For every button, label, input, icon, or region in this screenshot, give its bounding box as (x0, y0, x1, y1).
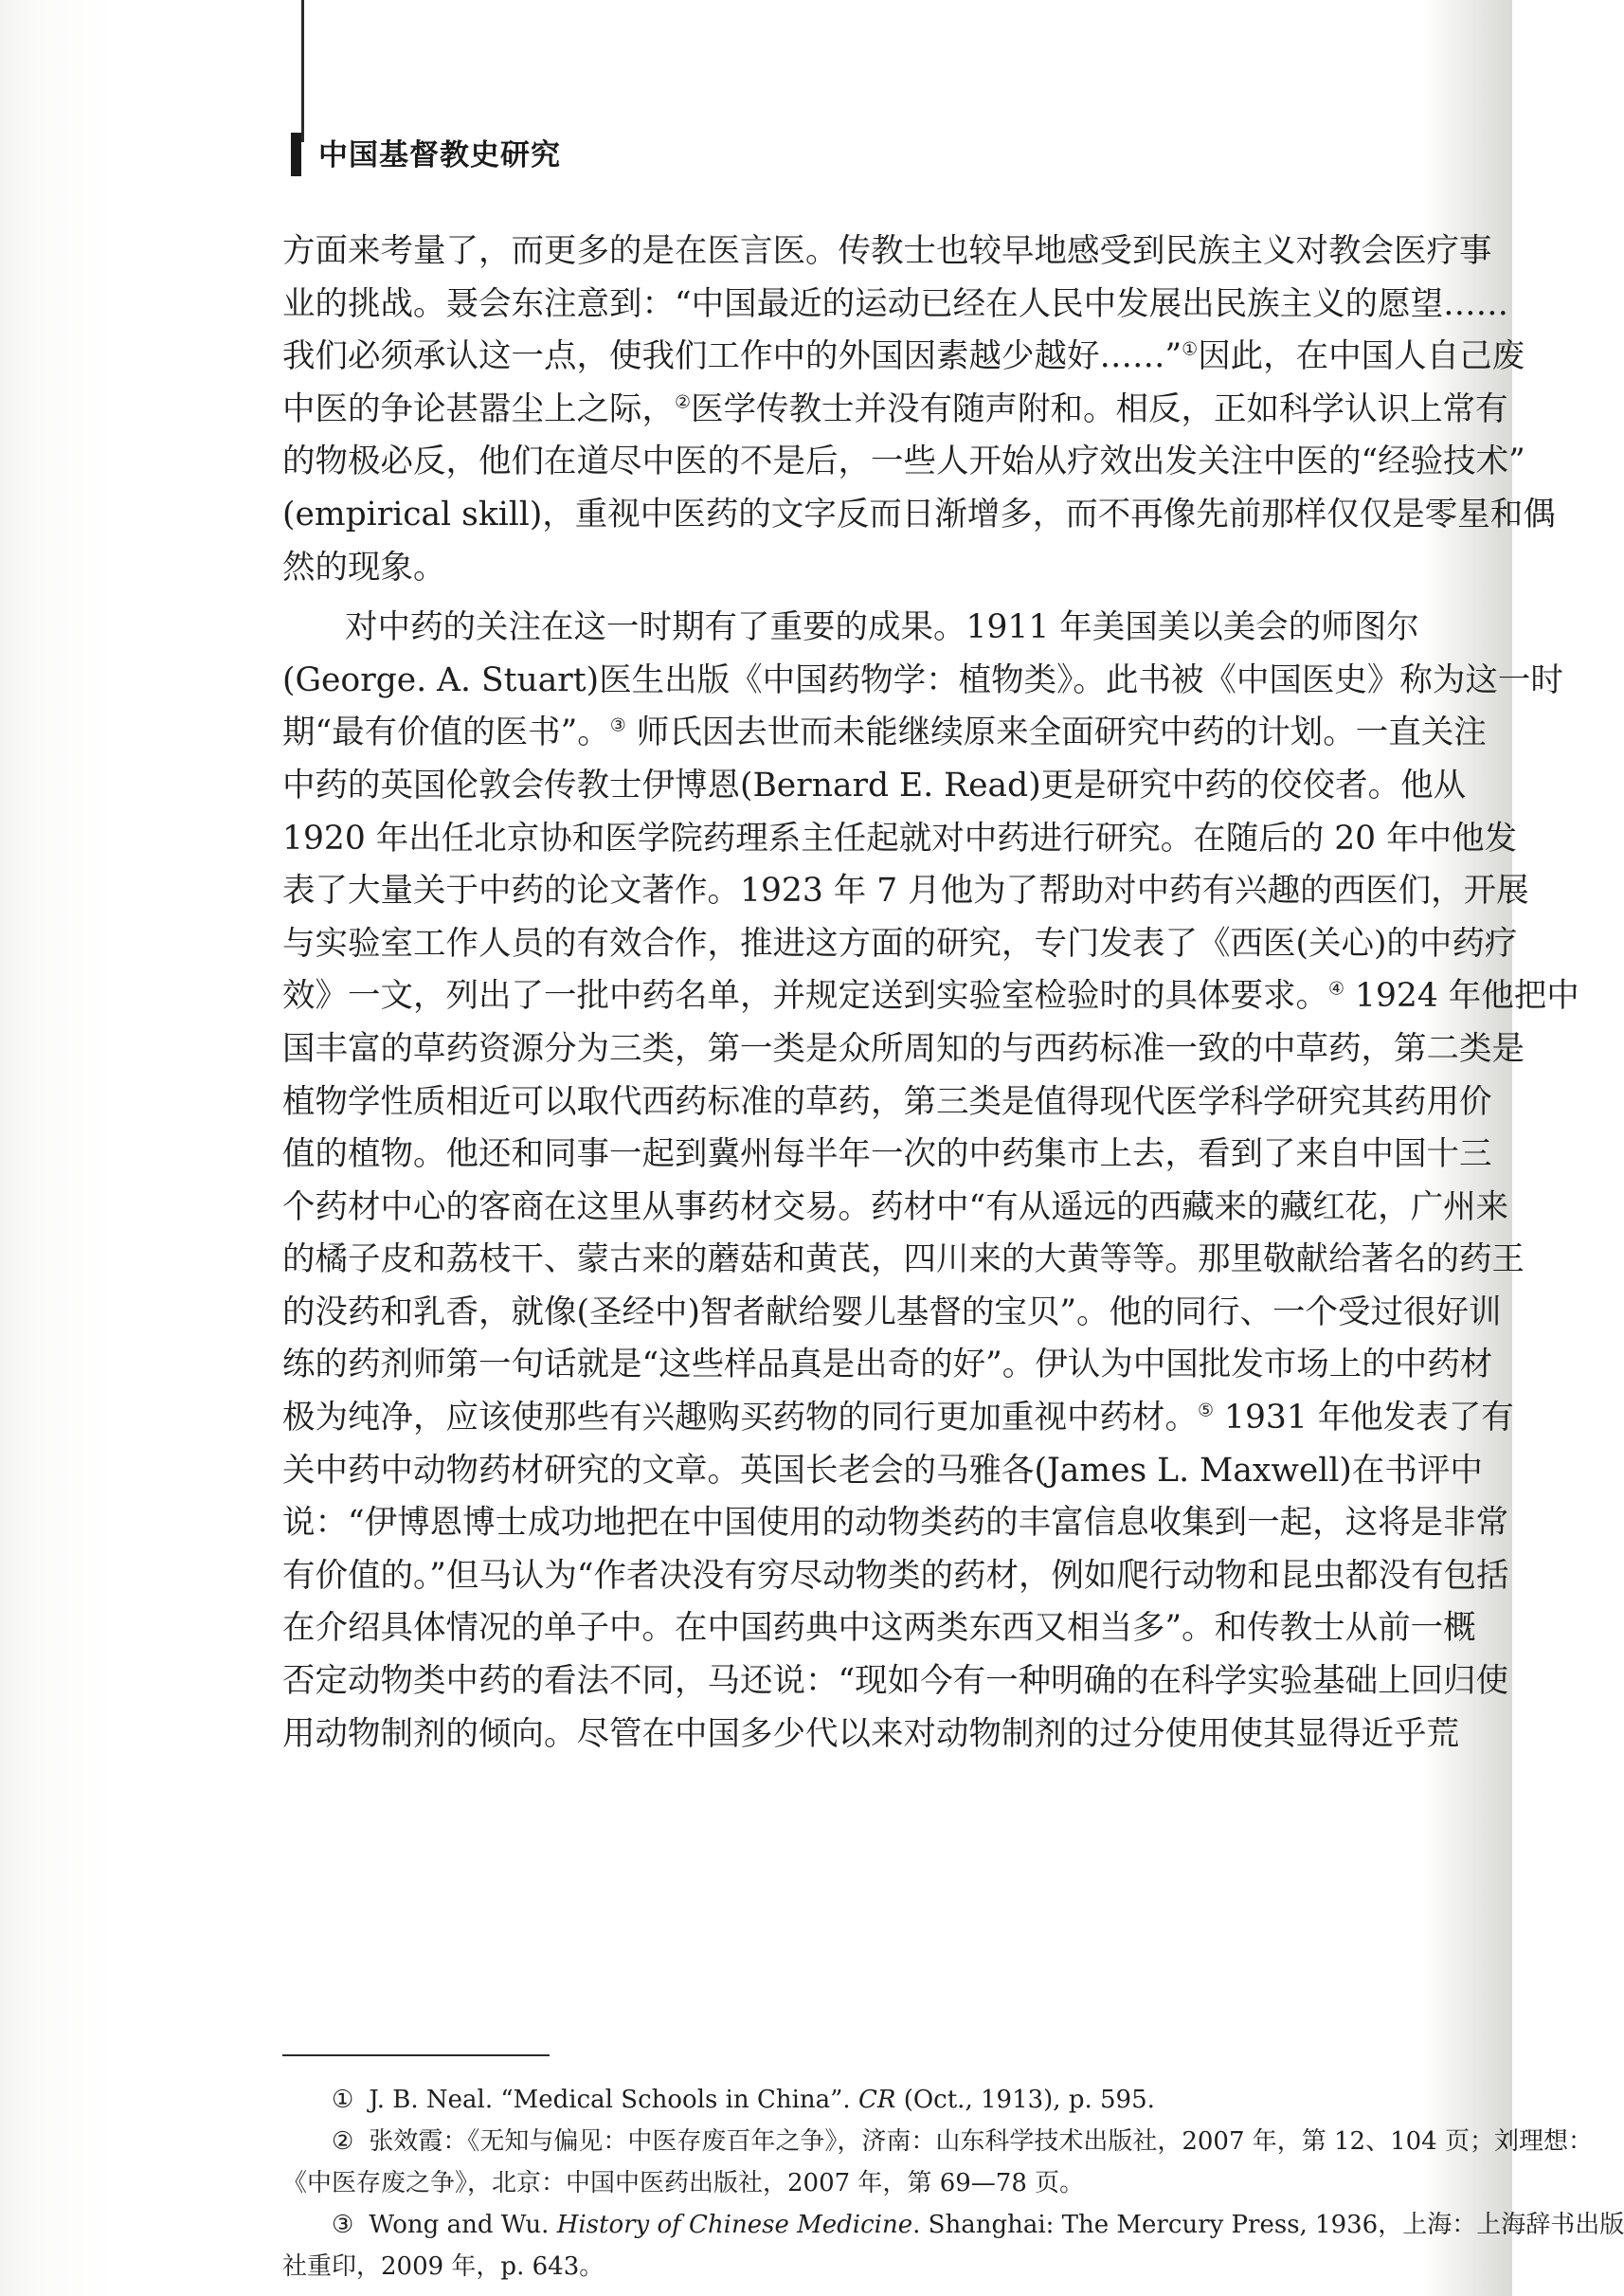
line-text: 然的现象。 (282, 548, 446, 587)
line-text: 说：“伊博恩博士成功地把在中国使用的动物类药的丰富信息收集到一起，这将是非常 (282, 1504, 1509, 1543)
text-line (282, 1497, 1509, 1550)
footnote-text-after: (Oct., 1913), p. 595. (895, 2086, 1155, 2114)
line-text: 效》一文，列出了一批中药名单，并规定送到实验室检验时的具体要求。 (282, 977, 1328, 1016)
text-line (282, 436, 1525, 489)
line-text: 植物学性质相近可以取代西药标准的草药，第三类是值得现代医学科学研究其药用价 (282, 1082, 1492, 1121)
text-line (282, 655, 1563, 708)
line-text: 极为纯净，应该使那些有兴趣购买药物的同行更加重视中药材。 (282, 1399, 1198, 1437)
line-text-after: 师氏因去世而未能继续原来全面研究中药的计划。一直关注 (625, 714, 1487, 752)
line-text: 期“最有价值的医书”。 (282, 714, 610, 752)
text-line (282, 602, 1446, 655)
line-text: 用动物制剂的倾向。尽管在中国多少代以来对动物制剂的过分使用使其显得近乎荒 (282, 1714, 1459, 1753)
text-line (282, 1392, 1514, 1445)
line-text: 练的药剂师第一句话就是“这些样品真是出奇的好”。伊认为中国批发市场上的中药材 (282, 1346, 1493, 1384)
line-text: 我们必须承认这一点，使我们工作中的外国因素越少越好……” (282, 337, 1182, 376)
text-line (282, 1445, 1483, 1498)
footnote-text: 张效霞：《无知与偏见：中医存废百年之争》，济南：山东科学技术出版社，2007 年，第 12、104 页；刘理想： (369, 2127, 1593, 2156)
line-text: 国丰富的草药资源分为三类，第一类是众所周知的与西药标准一致的中草药，第二类是 (282, 1029, 1525, 1068)
line-text-after: 1924 年他把中 (1344, 977, 1579, 1016)
text-line (282, 1129, 1492, 1182)
line-text: 1920 年出任北京协和医学院药理系主任起就对中药进行研究。在随后的 20 年中他发 (282, 819, 1518, 858)
line-text-after: 因此，在中国人自己废 (1198, 337, 1525, 376)
text-line (282, 1655, 1509, 1708)
footnote-line (282, 2246, 1446, 2287)
text-line (282, 760, 1467, 813)
footnote-ref: ③ (609, 714, 626, 736)
line-text: 业的挑战。聂会东注意到：“中国最近的运动已经在人民中发展出民族主义的愿望…… (282, 284, 1509, 323)
line-text: 中药的英国伦敦会传教士伊博恩(Bernard E. Read)更是研究中药的佼佼者。他从 (282, 766, 1467, 805)
footnote-mark: ① (332, 2086, 354, 2114)
line-text: 值的植物。他还和同事一起到冀州每半年一次的中药集市上去，看到了来自中国十三 (282, 1135, 1492, 1174)
line-text: 表了大量关于中药的论文著作。1923 年 7 月他为了帮助对中药有兴趣的西医们，开展 (282, 872, 1529, 911)
footnote-ref: ④ (1328, 978, 1345, 1000)
text-line (282, 1287, 1502, 1340)
paragraph-gap (282, 594, 1446, 602)
running-head: 中国基督教史研究 (318, 138, 561, 172)
text-line (282, 918, 1518, 971)
line-text: 方面来考量了，而更多的是在医言医。传教士也较早地感受到民族主义对教会医疗事 (282, 232, 1492, 270)
text-line (282, 970, 1579, 1023)
text-line (282, 865, 1529, 918)
footnote-mark: ② (332, 2127, 354, 2156)
line-text: 与实验室工作人员的有效合作，推进这方面的研究，专门发表了《西医(关心)的中药疗 (282, 924, 1518, 963)
text-line (282, 1339, 1493, 1392)
footnote-ref: ② (675, 391, 692, 413)
text-line (282, 331, 1525, 384)
line-text: 在介绍具体情况的单子中。在中国药典中这两类东西又相当多”。和传教士从前一概 (282, 1609, 1476, 1648)
footnotes (282, 2079, 1624, 2287)
text-line (282, 1182, 1509, 1235)
text-line (282, 1234, 1525, 1287)
text-line (282, 1076, 1492, 1130)
text-line (282, 279, 1509, 332)
text-line (282, 1602, 1476, 1655)
footnote-text: 社重印，2009 年，p. 643。 (282, 2252, 604, 2281)
footnote-text: 《中医存废之争》，北京：中国中医药出版社，2007 年，第 69—78 页。 (282, 2169, 1085, 2197)
line-text: 有价值的。”但马认为“作者决没有穷尽动物类的药材，例如爬行动物和昆虫都没有包括 (282, 1556, 1509, 1595)
footnote-text-after: . Shanghai: The Mercury Press, 1936，上海：上海辞书出版 (912, 2211, 1624, 2239)
footnote-rule (282, 2054, 550, 2056)
text-line (282, 489, 1556, 542)
footnote-line (282, 2121, 1593, 2162)
line-text: 关中药中动物药材研究的文章。英国长老会的马雅各(James L. Maxwell)在书评中 (282, 1451, 1483, 1490)
text-line (282, 1550, 1509, 1603)
running-head-bar (291, 133, 301, 176)
body-text (282, 226, 1579, 1761)
footnote-text: J. B. Neal. “Medical Schools in China”. (369, 2086, 858, 2114)
text-line (282, 384, 1508, 437)
line-text: 中医的争论甚嚣尘上之际， (282, 389, 675, 428)
line-text: (empirical skill)，重视中医药的文字反而日渐增多，而不再像先前那样仅仅是零星和偶 (282, 495, 1556, 533)
gutter-line (301, 0, 304, 142)
line-text: 否定动物类中药的看法不同，马还说：“现如今有一种明确的在科学实验基础上回归使 (282, 1662, 1509, 1701)
text-line (282, 1708, 1459, 1762)
footnote-ref: ⑤ (1198, 1400, 1215, 1421)
footnote-line (282, 2204, 1624, 2246)
line-text-after: 医学传教士并没有随声附和。相反，正如科学认识上常有 (691, 389, 1508, 428)
footnote-mark: ③ (332, 2211, 354, 2239)
footnote-title: History of Chinese Medicine (556, 2211, 913, 2239)
line-text: 个药材中心的客商在这里从事药材交易。药材中“有从遥远的西藏来的藏红花，广州来 (282, 1187, 1509, 1226)
footnote-ref: ① (1182, 338, 1199, 360)
line-text: 的没药和乳香，就像(圣经中)智者献给婴儿基督的宝贝”。他的同行、一个受过很好训 (282, 1293, 1502, 1331)
paragraph (282, 602, 1579, 1761)
text-line (282, 226, 1492, 279)
footnote-title: CR (857, 2086, 896, 2114)
paragraph (282, 226, 1556, 594)
line-text: 的物极必反，他们在道尽中医的不是后，一些人开始从疗效出发关注中医的“经验技术” (282, 443, 1525, 481)
footnote-text: Wong and Wu. (369, 2211, 557, 2239)
footnote-line (282, 2162, 1446, 2204)
text-line (282, 813, 1518, 866)
text-line (282, 1023, 1525, 1076)
line-text: (George. A. Stuart)医生出版《中国药物学：植物类》。此书被《中国医史》称为这一时 (282, 660, 1563, 699)
line-text: 的橘子皮和荔枝干、蒙古来的蘑菇和黄芪，四川来的大黄等等。那里敬献给著名的药王 (282, 1240, 1525, 1279)
text-line (282, 707, 1487, 760)
text-line (282, 542, 1446, 595)
line-text: 对中药的关注在这一时期有了重要的成果。1911 年美国美以美会的师图尔 (345, 608, 1419, 647)
footnote-line (282, 2079, 1446, 2121)
line-text-after: 1931 年他发表了有 (1214, 1399, 1514, 1437)
